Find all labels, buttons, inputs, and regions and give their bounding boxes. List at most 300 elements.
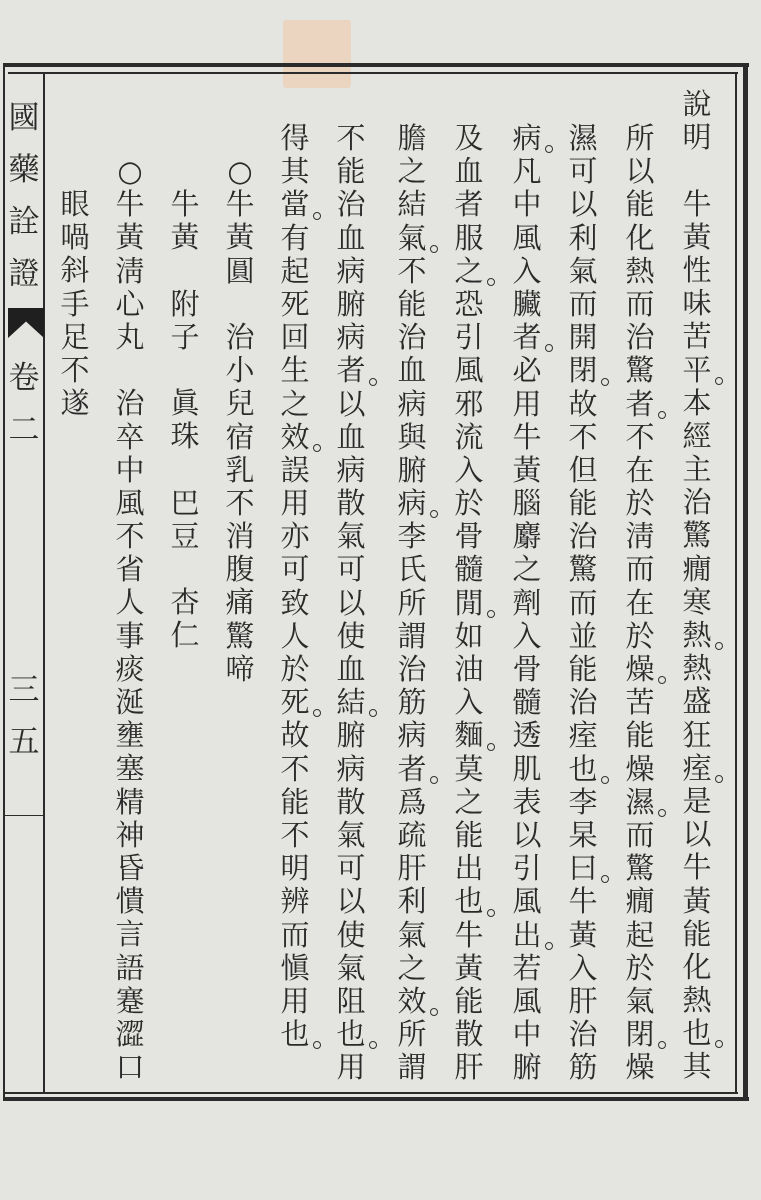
character: 利 bbox=[397, 884, 427, 919]
character: 恐 bbox=[454, 286, 484, 321]
character: 治 bbox=[225, 319, 255, 354]
character: 得 bbox=[280, 121, 310, 155]
character: 骨 bbox=[454, 519, 484, 554]
character: ○ bbox=[227, 154, 253, 188]
character bbox=[110, 354, 150, 387]
character: 風 bbox=[512, 983, 542, 1018]
character: 之 bbox=[449, 255, 489, 288]
character: 髓 bbox=[454, 552, 484, 587]
character: 若 bbox=[512, 950, 542, 985]
character: 苦 bbox=[625, 685, 655, 720]
character: 但 bbox=[568, 452, 598, 487]
character: 不 bbox=[336, 121, 366, 155]
character: 而 bbox=[568, 286, 598, 321]
character: 牛 bbox=[682, 850, 712, 885]
frame-left bbox=[3, 63, 5, 1101]
character: 壅 bbox=[115, 718, 145, 753]
character: 肝 bbox=[397, 851, 427, 886]
character: 油 bbox=[454, 652, 484, 686]
character: 不 bbox=[60, 352, 90, 387]
character: 眼 bbox=[60, 187, 90, 221]
character: 也 bbox=[563, 753, 603, 786]
character: 氣 bbox=[568, 253, 598, 288]
character: 氣 bbox=[336, 519, 366, 554]
punctuation-circle-mark bbox=[715, 775, 723, 783]
character: 不 bbox=[280, 751, 310, 786]
frame-top-thin bbox=[8, 72, 738, 74]
character: 也 bbox=[331, 1018, 371, 1051]
character: 省 bbox=[115, 552, 145, 587]
character: 治 bbox=[397, 320, 427, 355]
character: 也 bbox=[275, 1018, 315, 1051]
character bbox=[677, 154, 717, 187]
character: 入 bbox=[512, 618, 542, 653]
text-column-5 bbox=[449, 122, 489, 1084]
character: 風 bbox=[115, 485, 145, 520]
character: 散 bbox=[454, 1017, 484, 1052]
character: 而 bbox=[568, 585, 598, 620]
character: 及 bbox=[454, 121, 484, 155]
character: 用 bbox=[512, 386, 542, 421]
character: 明 bbox=[682, 120, 712, 155]
book-title bbox=[6, 92, 42, 300]
character: 驚 bbox=[625, 851, 655, 886]
character: 手 bbox=[60, 286, 90, 321]
character: 神 bbox=[115, 817, 145, 852]
character: 於 bbox=[280, 652, 310, 686]
character: 之 bbox=[454, 784, 484, 819]
punctuation-circle-mark bbox=[658, 411, 666, 419]
character: 者 bbox=[507, 321, 547, 354]
character: 口 bbox=[115, 1050, 145, 1085]
character: 在 bbox=[625, 585, 655, 620]
character: 寒 bbox=[682, 584, 712, 619]
character: 牛 bbox=[170, 187, 200, 221]
punctuation-circle-mark bbox=[487, 610, 495, 618]
character: 不 bbox=[225, 485, 255, 520]
character: 兒 bbox=[225, 386, 255, 421]
character: 治 bbox=[682, 485, 712, 520]
punctuation-circle-mark bbox=[658, 1041, 666, 1049]
recipe-ingredients bbox=[165, 188, 205, 653]
punctuation-circle-mark bbox=[487, 743, 495, 751]
character: 效 bbox=[275, 421, 315, 454]
character: 主 bbox=[682, 452, 712, 487]
character: 豆 bbox=[170, 518, 200, 553]
character: 治 bbox=[568, 1017, 598, 1052]
character: 說 bbox=[682, 87, 712, 121]
character: 凡 bbox=[512, 154, 542, 189]
character: 有 bbox=[280, 220, 310, 255]
character: 眞 bbox=[170, 386, 200, 421]
punctuation-circle-mark bbox=[715, 377, 723, 385]
character: 驚 bbox=[625, 353, 655, 388]
character: 骨 bbox=[512, 652, 542, 686]
character: 所 bbox=[397, 585, 427, 620]
character: 黃 bbox=[225, 220, 255, 255]
character: 喎 bbox=[60, 220, 90, 255]
character: 熱 bbox=[625, 253, 655, 288]
character: 腦 bbox=[512, 486, 542, 521]
punctuation-circle-mark bbox=[545, 145, 553, 153]
character: 出 bbox=[454, 851, 484, 886]
character: 能 bbox=[454, 983, 484, 1018]
character: 憒 bbox=[115, 884, 145, 919]
character: 卒 bbox=[115, 419, 145, 454]
character: 本 bbox=[682, 385, 712, 420]
character: 熱 bbox=[677, 619, 717, 652]
character: 散 bbox=[336, 486, 366, 521]
character: 能 bbox=[280, 784, 310, 819]
character: 可 bbox=[336, 851, 366, 886]
character: 也 bbox=[449, 885, 489, 918]
punctuation-circle-mark bbox=[545, 344, 553, 352]
character: 中 bbox=[512, 1017, 542, 1052]
punctuation-circle-mark bbox=[658, 676, 666, 684]
character: 平 bbox=[677, 354, 717, 387]
punctuation-circle-mark bbox=[430, 1008, 438, 1016]
character: 爲 bbox=[397, 784, 427, 819]
character bbox=[165, 454, 205, 487]
character: 是 bbox=[682, 783, 712, 818]
character: 而 bbox=[625, 817, 655, 852]
character: 牛 bbox=[454, 917, 484, 952]
character: 膽 bbox=[397, 121, 427, 155]
character: 驚 bbox=[568, 552, 598, 587]
character: 國 bbox=[8, 100, 40, 136]
character: 燥 bbox=[620, 653, 660, 686]
character: 經 bbox=[682, 418, 712, 453]
character: 仁 bbox=[170, 618, 200, 653]
character: 蹇 bbox=[115, 983, 145, 1018]
character: 效 bbox=[392, 985, 432, 1018]
margin-divider bbox=[43, 73, 45, 1093]
character: 治 bbox=[115, 386, 145, 421]
character: 昏 bbox=[115, 850, 145, 885]
character: 中 bbox=[512, 187, 542, 222]
character: 驚 bbox=[682, 518, 712, 553]
character: 牛 bbox=[682, 186, 712, 221]
character: 以 bbox=[568, 187, 598, 222]
character: 當 bbox=[275, 188, 315, 221]
character: 散 bbox=[336, 784, 366, 819]
character: 而 bbox=[625, 552, 655, 587]
character: 開 bbox=[568, 320, 598, 355]
character: 以 bbox=[625, 154, 655, 189]
punctuation-circle-mark bbox=[601, 875, 609, 883]
character: 者 bbox=[331, 354, 371, 387]
punctuation-circle-mark bbox=[313, 1041, 321, 1049]
character: 以 bbox=[336, 386, 366, 421]
punctuation-circle-mark bbox=[313, 444, 321, 452]
punctuation-circle-mark bbox=[487, 278, 495, 286]
library-seal bbox=[283, 20, 351, 88]
character: 腑 bbox=[397, 452, 427, 487]
character: 者 bbox=[392, 753, 432, 786]
recipe-continuation bbox=[55, 188, 95, 420]
character: 筋 bbox=[568, 1050, 598, 1085]
character: 風 bbox=[512, 884, 542, 919]
character: 淸 bbox=[625, 519, 655, 554]
punctuation-circle-mark bbox=[369, 709, 377, 717]
character: 亦 bbox=[280, 519, 310, 554]
character bbox=[165, 254, 205, 287]
character: 腑 bbox=[336, 718, 366, 753]
character: 邪 bbox=[454, 386, 484, 421]
character: 治 bbox=[625, 320, 655, 355]
character: 用 bbox=[336, 1050, 366, 1085]
fishtail-mark-icon bbox=[8, 308, 44, 338]
character: 黃 bbox=[454, 950, 484, 985]
character: 不 bbox=[115, 519, 145, 554]
character: 杏 bbox=[170, 585, 200, 620]
character: 以 bbox=[682, 817, 712, 852]
character: 故 bbox=[280, 718, 310, 753]
character: 入 bbox=[512, 253, 542, 288]
character: 牛 bbox=[512, 419, 542, 454]
character: 化 bbox=[625, 220, 655, 255]
character: 能 bbox=[568, 652, 598, 686]
character: 風 bbox=[512, 220, 542, 255]
punctuation-circle-mark bbox=[601, 776, 609, 784]
punctuation-circle-mark bbox=[487, 909, 495, 917]
character: 起 bbox=[625, 917, 655, 952]
character: 狂 bbox=[682, 717, 712, 752]
punctuation-circle-mark bbox=[658, 809, 666, 817]
character: 性 bbox=[682, 252, 712, 287]
character: 巴 bbox=[170, 485, 200, 520]
character: 肌 bbox=[512, 751, 542, 786]
character: 痰 bbox=[115, 651, 145, 686]
punctuation-circle-mark bbox=[545, 942, 553, 950]
character: 李 bbox=[568, 784, 598, 819]
character: 於 bbox=[625, 950, 655, 985]
character: 杲 bbox=[568, 817, 598, 852]
frame-bottom-thin bbox=[3, 1092, 738, 1094]
character: 言 bbox=[115, 917, 145, 952]
character: 阻 bbox=[336, 983, 366, 1018]
character: 引 bbox=[512, 851, 542, 886]
character: 臟 bbox=[512, 286, 542, 321]
character: 愼 bbox=[280, 950, 310, 985]
character: 並 bbox=[568, 618, 598, 653]
character: 誤 bbox=[280, 452, 310, 487]
character: 麵 bbox=[449, 719, 489, 752]
character: 曰 bbox=[563, 852, 603, 885]
character: 可 bbox=[280, 552, 310, 587]
character: 能 bbox=[454, 817, 484, 852]
character: 子 bbox=[170, 319, 200, 354]
character: 涎 bbox=[115, 685, 145, 719]
character: 生 bbox=[280, 353, 310, 388]
character: 遂 bbox=[60, 386, 90, 421]
character: 病 bbox=[336, 751, 366, 786]
character: 藥 bbox=[8, 152, 40, 188]
character: 黃 bbox=[170, 220, 200, 255]
character: 啼 bbox=[225, 651, 255, 686]
character: 能 bbox=[397, 286, 427, 321]
character: 治 bbox=[568, 685, 598, 720]
character: 熱 bbox=[682, 983, 712, 1018]
character: 能 bbox=[336, 154, 366, 189]
character: 於 bbox=[625, 486, 655, 521]
character: 塞 bbox=[115, 751, 145, 786]
character: 人 bbox=[115, 585, 145, 620]
punctuation-circle-mark bbox=[313, 212, 321, 220]
character: 牛 bbox=[225, 187, 255, 222]
character: 澀 bbox=[115, 1016, 145, 1051]
character: 必 bbox=[512, 353, 542, 388]
character: 謂 bbox=[397, 618, 427, 653]
text-column-4 bbox=[507, 122, 547, 1084]
character: 閉 bbox=[563, 354, 603, 387]
text-column-6 bbox=[392, 122, 432, 1084]
character: 痓 bbox=[677, 752, 717, 785]
character: 之 bbox=[512, 552, 542, 587]
punctuation-circle-mark bbox=[369, 378, 377, 386]
character: 淸 bbox=[115, 253, 145, 288]
character: 服 bbox=[454, 220, 484, 255]
character: 其 bbox=[682, 1049, 712, 1084]
character: 三 bbox=[8, 672, 40, 708]
character: 血 bbox=[336, 220, 366, 255]
character: 致 bbox=[280, 585, 310, 620]
character: 氣 bbox=[336, 950, 366, 985]
text-column-1 bbox=[677, 88, 717, 1084]
character: 死 bbox=[275, 686, 315, 719]
character: 而 bbox=[280, 917, 310, 952]
character: 肝 bbox=[568, 983, 598, 1018]
character: 珠 bbox=[170, 419, 200, 454]
character: 腑 bbox=[512, 1050, 542, 1085]
character: 二 bbox=[8, 412, 40, 448]
character: 病 bbox=[336, 253, 366, 288]
character: 黃 bbox=[568, 917, 598, 952]
character: 小 bbox=[225, 353, 255, 388]
text-column-2 bbox=[620, 122, 660, 1084]
character: 腹 bbox=[225, 552, 255, 587]
character: 疏 bbox=[397, 817, 427, 852]
character: 牛 bbox=[115, 187, 145, 222]
punctuation-circle-mark bbox=[430, 776, 438, 784]
character bbox=[220, 288, 260, 321]
character: 故 bbox=[568, 386, 598, 421]
character: 濕 bbox=[568, 121, 598, 155]
character: 出 bbox=[507, 919, 547, 952]
character bbox=[165, 354, 205, 387]
character: 精 bbox=[115, 784, 145, 819]
character: 結 bbox=[397, 187, 427, 222]
character: 足 bbox=[60, 319, 90, 354]
character: 能 bbox=[625, 718, 655, 753]
punctuation-circle-mark bbox=[715, 642, 723, 650]
character: 與 bbox=[397, 419, 427, 454]
character: 以 bbox=[336, 585, 366, 620]
character: 病 bbox=[397, 718, 427, 753]
character: 卷 bbox=[8, 360, 40, 396]
character: 圓 bbox=[225, 253, 255, 288]
character: 濕 bbox=[620, 786, 660, 819]
character: 斜 bbox=[60, 253, 90, 288]
margin-rule bbox=[4, 815, 43, 816]
character: 人 bbox=[280, 618, 310, 653]
character: 癇 bbox=[625, 884, 655, 919]
character: 能 bbox=[625, 187, 655, 222]
character: 者 bbox=[620, 388, 660, 421]
character: 黃 bbox=[115, 220, 145, 255]
frame-right-thick bbox=[743, 63, 748, 1101]
character: 痛 bbox=[225, 585, 255, 620]
recipe-niuhuang-yuan bbox=[220, 155, 260, 686]
character: 病 bbox=[397, 386, 427, 421]
character: 病 bbox=[507, 122, 547, 155]
character: 不 bbox=[280, 817, 310, 852]
character: 於 bbox=[454, 486, 484, 521]
character: 者 bbox=[454, 187, 484, 222]
character: 以 bbox=[336, 884, 366, 919]
character: 所 bbox=[625, 121, 655, 155]
character: 能 bbox=[682, 916, 712, 951]
character: 盛 bbox=[682, 684, 712, 719]
character: 表 bbox=[512, 784, 542, 819]
character: 味 bbox=[682, 286, 712, 321]
page-number bbox=[6, 664, 42, 768]
character: 語 bbox=[115, 950, 145, 985]
character: 所 bbox=[397, 1017, 427, 1052]
character: 黃 bbox=[512, 452, 542, 487]
character: 莫 bbox=[454, 751, 484, 786]
frame-top-thick bbox=[3, 63, 749, 67]
frame-bottom-thick bbox=[3, 1097, 749, 1101]
character: 不 bbox=[625, 419, 655, 454]
character: 引 bbox=[454, 320, 484, 355]
character: 病 bbox=[336, 452, 366, 487]
character: 使 bbox=[336, 618, 366, 653]
character: 髓 bbox=[512, 685, 542, 720]
character: 謂 bbox=[397, 1050, 427, 1085]
character: 氣 bbox=[397, 917, 427, 952]
character: 附 bbox=[170, 286, 200, 321]
character: 黃 bbox=[682, 219, 712, 254]
character: 病 bbox=[336, 320, 366, 355]
character: 結 bbox=[331, 686, 371, 719]
text-column-8 bbox=[275, 122, 315, 1051]
character: 不 bbox=[568, 419, 598, 454]
character: 驚 bbox=[225, 618, 255, 653]
character: 用 bbox=[280, 983, 310, 1018]
character: 熱 bbox=[682, 651, 712, 686]
character: 癇 bbox=[682, 551, 712, 586]
character: 而 bbox=[625, 286, 655, 321]
character: 入 bbox=[454, 452, 484, 487]
character: 消 bbox=[225, 519, 255, 554]
character: 氣 bbox=[625, 983, 655, 1018]
character: 苦 bbox=[682, 319, 712, 354]
character: 詮 bbox=[8, 204, 40, 240]
character: 宿 bbox=[225, 419, 255, 454]
character: 其 bbox=[280, 154, 310, 189]
character: 血 bbox=[336, 419, 366, 454]
character: ○ bbox=[117, 154, 143, 188]
character: 丸 bbox=[115, 319, 145, 354]
text-column-7 bbox=[331, 122, 371, 1084]
character: 使 bbox=[336, 917, 366, 952]
punctuation-circle-mark bbox=[430, 510, 438, 518]
character: 之 bbox=[397, 154, 427, 189]
text-column-3 bbox=[563, 122, 603, 1084]
character: 血 bbox=[454, 154, 484, 189]
frame-right-thin bbox=[735, 72, 737, 1094]
